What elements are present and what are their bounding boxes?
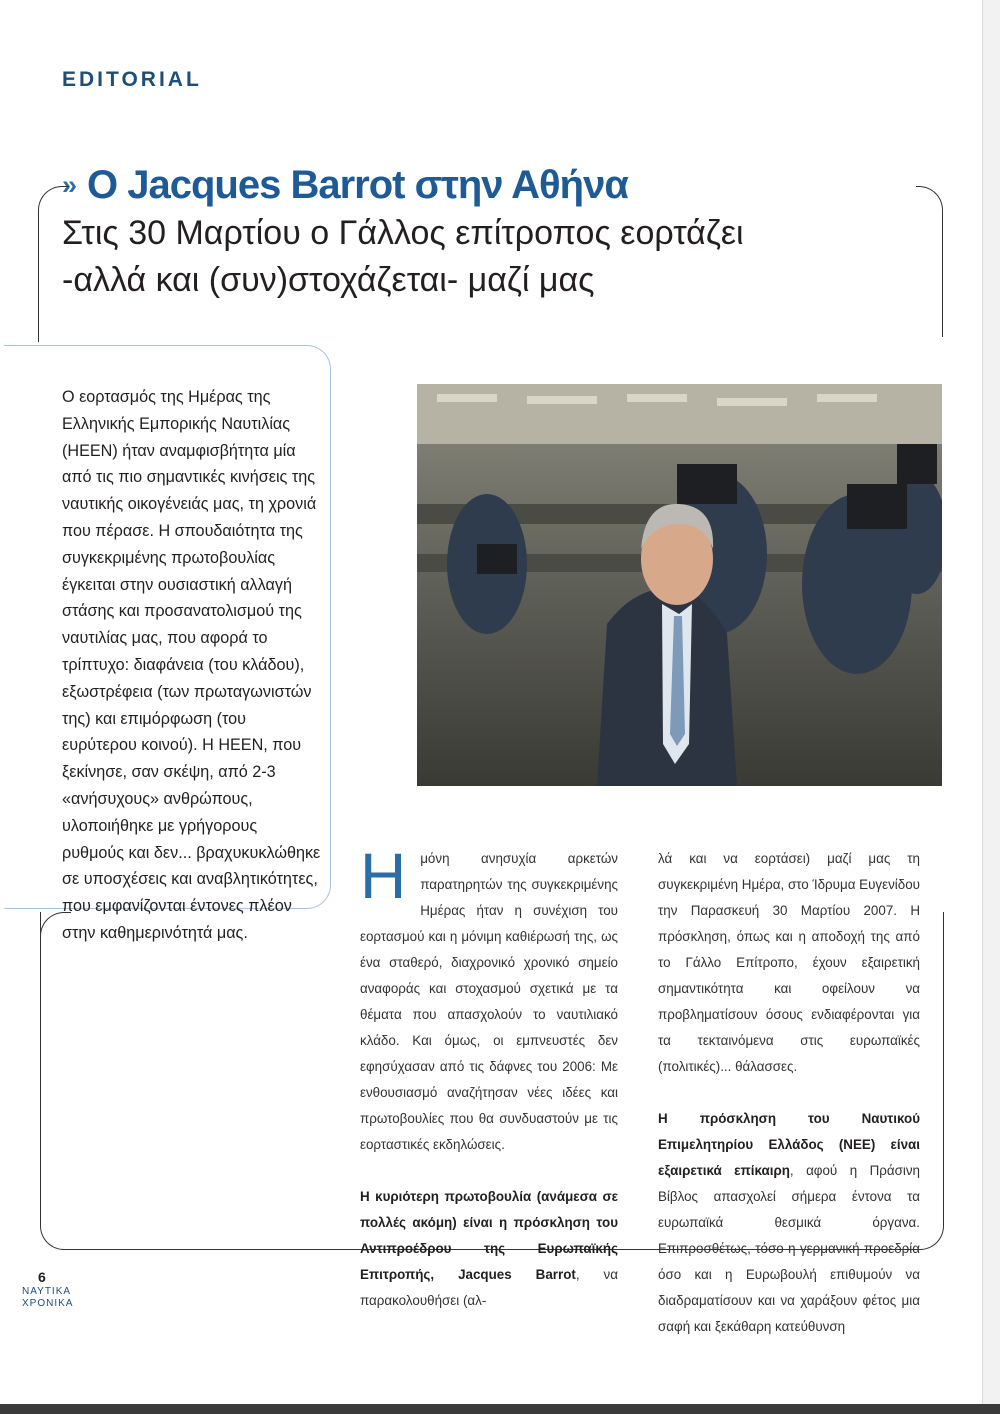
paragraph: λά και να εορτάσει) μαζί μας τη συγκεκριμένη Ημέρα, στο Ίδρυμα Ευγενίδου την Παρασκευή 30 Μαρτίου 2007. Η πρόσκληση, όπως και η αποδοχή της από το Γάλλο Επίτροπο, έχουν εξαιρετική σημαντικότητα και οφείλουν να προβληματίσουν όσους ενδιαφέρονται για τα τεκταινόμενα στις ευρωπαϊκές (πολιτικές)... θάλασσες.: [658, 851, 920, 1074]
subtitle-line-2: -αλλά και (συν)στοχάζεται- μαζί μας: [62, 261, 595, 299]
paragraph: [360, 1184, 618, 1314]
decorative-bracket-left: [38, 186, 69, 342]
article-title: Ο Jacques Barrot στην Αθήνα: [87, 163, 628, 207]
article-subtitle: [62, 210, 762, 304]
magazine-name-line-1: ΝΑΥΤΙΚΑ: [22, 1286, 72, 1297]
paragraph-text: μόνη ανησυχία αρκετών παρατηρητών της συγκεκριμένης Ημέρας ήταν η συνέχιση του εορτασμού και η μόνιμη καθιέρωσή της, ως ένα σταθερό, διαχρονικό χρονικό σημείο αναφοράς και στοχασμού σχετικά με τα θέματα που απασχολούν το ναυτιλιακό κλάδο. Και όμως, οι εμπνευστές δεν εφησύχασαν από τις δάφνες του 2006: Με ενθουσιασμό αναζήτησαν νέες ιδέες και πρωτοβουλίες που θα συνδυαστούν με τις εορταστικές εκδηλώσεις.: [360, 851, 618, 1152]
photo-illustration: [417, 384, 942, 786]
paragraph: [658, 1106, 920, 1340]
sidebar-text: Ο εορτασμός της Ημέρας της Ελληνικής Εμπορικής Ναυτιλίας (ΗΕΕΝ) ήταν αναμφισβήτητα μία από τις πιο σημαντικές κινήσεις της ναυτικής οικογένειάς μας, τη χρονιά που πέρασε. Η σπουδαιότητα της συγκεκριμένης πρωτοβουλίας έγκειται στην ουσιαστική αλλαγή στάσης και προσανατολισμού της ναυτιλίας μας, που αφορά το τρίπτυχο: διαφάνεια (του κλάδου), εξωστρέφεια (των πρωταγωνιστών της) και επιμόρφωση (του ευρύτερου κοινού). Η ΗΕΕΝ, που ξεκίνησε, σαν σκέψη, από 2-3 «ανήσυχους» ανθρώπους, υλοποιήθηκε με γρήγορους ρυθμούς και δεν... βραχυκυκλώθηκε σε υποσχέσεις και αναβλητικότητες, που εμφανίζονται έντονες πλέον στην καθημερινότητά μας.: [62, 388, 321, 942]
article-column-2: [658, 846, 920, 1340]
headline: [62, 163, 922, 208]
paragraph-text: , να παρακολουθήσει (αλ-: [360, 1267, 618, 1308]
section-label: EDITORIAL: [62, 68, 202, 91]
page-edge: [982, 0, 1000, 1414]
bold-lead: Η πρόσκληση του Ναυτικού Επιμελητηρίου Ελλάδος (ΝΕΕ) είναι εξαιρετικά επίκαιρη: [658, 1111, 920, 1178]
article-photo: [417, 384, 942, 786]
page-number: 6: [38, 1269, 46, 1285]
paragraph: [360, 840, 618, 1158]
subtitle-line-1: Στις 30 Μαρτίου ο Γάλλος επίτροπος εορτάζει: [62, 214, 744, 252]
paragraph-text: , αφού η Πράσινη Βίβλος απασχολεί σήμερα έντονα τα ευρωπαϊκά θεσμικά όργανα. Επιπροσθέτως, τόσο η γερμανική προεδρία όσο και η Ευρωβουλή επιθυμούν να διαδραματίσουν και να χαράξουν φέτος μια σαφή και ξεκάθαρη κατεύθυνση: [658, 1163, 920, 1334]
magazine-name: [22, 1286, 73, 1310]
magazine-name-line-2: ΧΡΟΝΙΚΑ: [22, 1298, 74, 1309]
article-column-1: [360, 840, 618, 1314]
decorative-bracket-right: [916, 186, 943, 337]
drop-cap: Η: [360, 840, 407, 912]
double-arrow-icon: »: [62, 170, 74, 200]
bold-lead: Η κυριότερη πρωτοβουλία (ανάμεσα σε πολλές ακόμη) είναι η πρόσκληση του Αντιπροέδρου της Ευρωπαϊκής Επιτροπής, Jacques Barrot: [360, 1189, 618, 1282]
bottom-border: [0, 1404, 1000, 1414]
